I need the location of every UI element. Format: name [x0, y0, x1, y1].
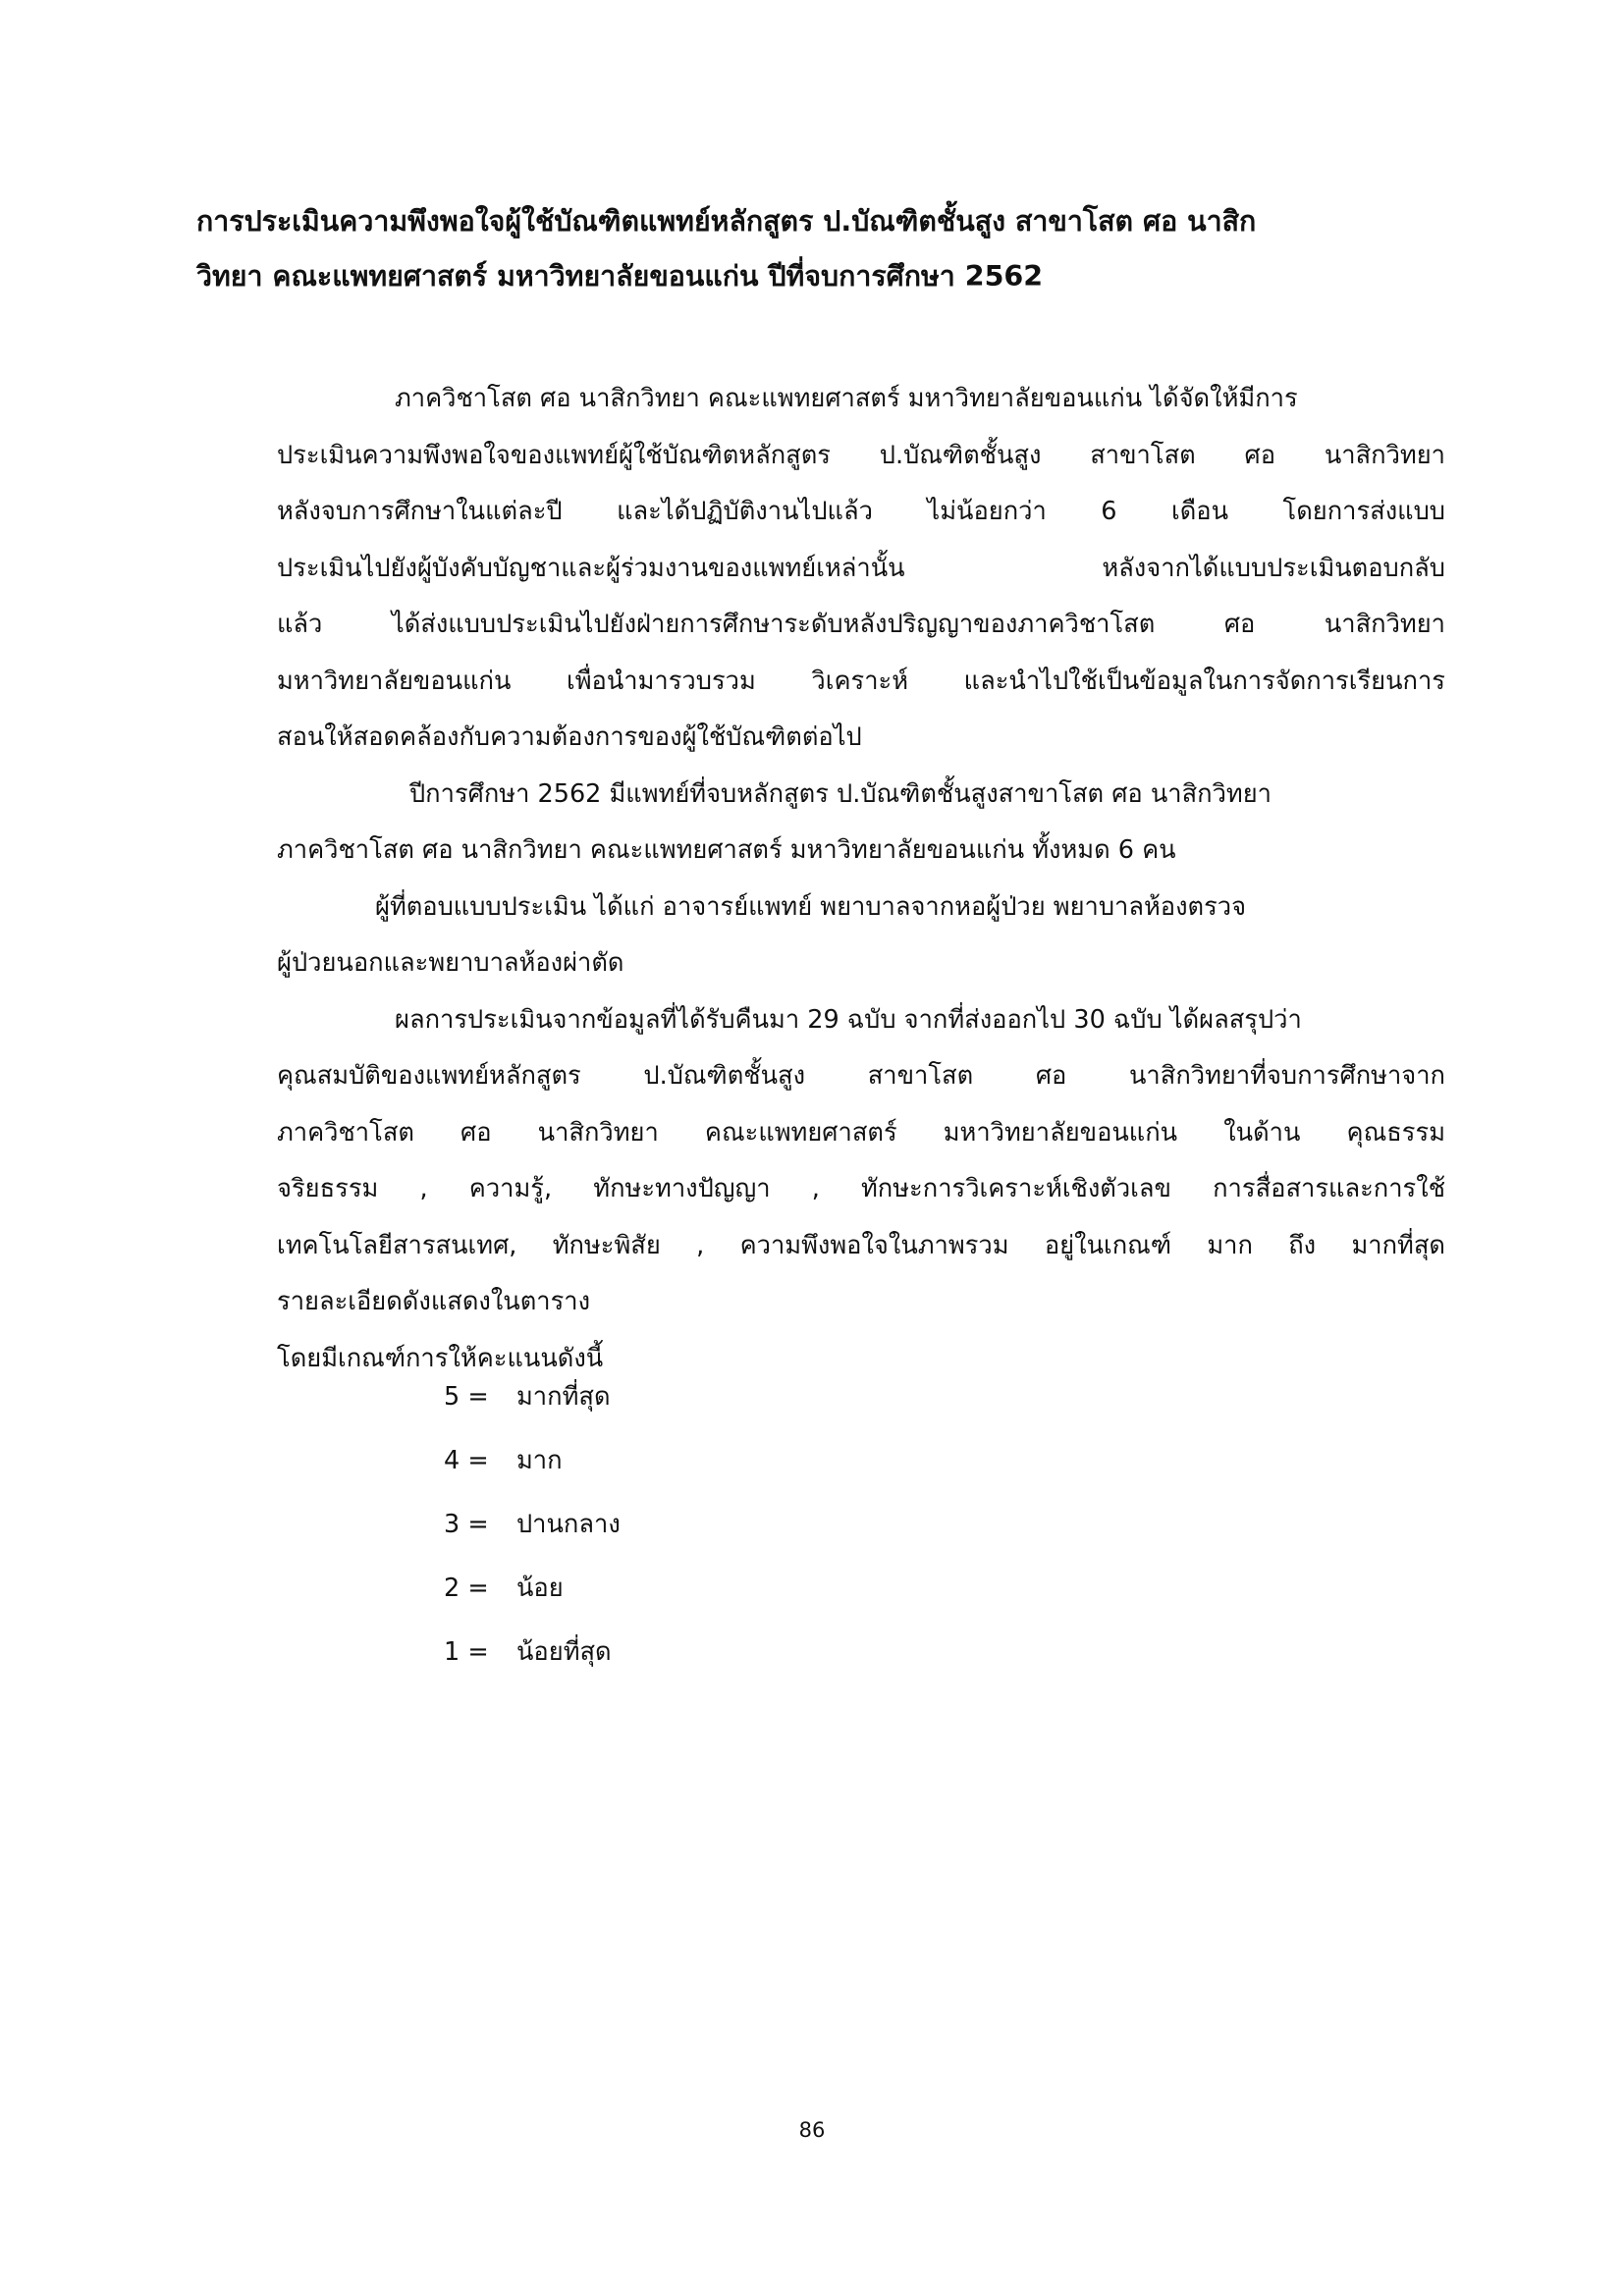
- criteria-label: น้อยที่สุด: [516, 1636, 612, 1667]
- p1-line-7: สอนให้สอดคล้องกับความต้องการของผู้ใช้บัณฑิตต่อไป: [277, 722, 862, 752]
- criteria-score: 4 =: [444, 1445, 489, 1475]
- criteria-item: [444, 1492, 621, 1556]
- p4-line-5: เทคโนโลยีสารสนเทศ, ทักษะพิสัย , ความพึงพอใจในภาพรวม อยู่ในเกณฑ์ มาก ถึง มากที่สุด: [277, 1230, 1445, 1260]
- p2-line-1: ปีการศึกษา 2562 มีแพทย์ที่จบหลักสูตร ป.บัณฑิตชั้นสูงสาขาโสต ศอ นาสิกวิทยา: [409, 778, 1272, 809]
- p1-line-2: ประเมินความพึงพอใจของแพทย์ผู้ใช้บัณฑิตหลักสูตร ป.บัณฑิตชั้นสูง สาขาโสต ศอ นาสิกวิทยา: [277, 440, 1445, 470]
- criteria-score: 1 =: [444, 1636, 489, 1667]
- p1-line-6: มหาวิทยาลัยขอนแก่น เพื่อนำมารวบรวม วิเคราะห์ และนำไปใช้เป็นข้อมูลในการจัดการเรียนการ: [277, 666, 1445, 696]
- p3-line-2: ผู้ป่วยนอกและพยาบาลห้องผ่าตัด: [277, 948, 624, 978]
- p1-line-4: ประเมินไปยังผู้บังคับบัญชาและผู้ร่วมงานของแพทย์เหล่านั้น หลังจากได้แบบประเมินตอบกลับ: [277, 553, 1445, 583]
- criteria-score: 5 =: [444, 1381, 489, 1412]
- p2-line-2: ภาควิชาโสต ศอ นาสิกวิทยา คณะแพทยศาสตร์ มหาวิทยาลัยขอนแก่น ทั้งหมด 6 คน: [277, 835, 1176, 865]
- p1-line-5: แล้ว ได้ส่งแบบประเมินไปยังฝ่ายการศึกษาระดับหลังปริญญาของภาควิชาโสต ศอ นาสิกวิทยา: [277, 610, 1445, 639]
- title-line-1: การประเมินความพึงพอใจผู้ใช้บัณฑิตแพทย์หลักสูตร ป.บัณฑิตชั้นสูง สาขาโสต ศอ นาสิก: [196, 205, 1257, 238]
- body-text: [277, 371, 1445, 1387]
- criteria-label: มากที่สุด: [516, 1381, 611, 1412]
- criteria-score: 3 =: [444, 1509, 489, 1539]
- criteria-item: [444, 1620, 621, 1683]
- scoring-criteria-list: [444, 1364, 621, 1683]
- p4-line-1: ผลการประเมินจากข้อมูลที่ได้รับคืนมา 29 ฉบับ จากที่ส่งออกไป 30 ฉบับ ได้ผลสรุปว่า: [395, 1004, 1302, 1035]
- p1-line-1: ภาควิชาโสต ศอ นาสิกวิทยา คณะแพทยศาสตร์ มหาวิทยาลัยขอนแก่น ได้จัดให้มีการ: [395, 384, 1298, 413]
- criteria-intro: โดยมีเกณฑ์การให้คะแนนดังนี้: [277, 1343, 604, 1373]
- p3-line-1: ผู้ที่ตอบแบบประเมิน ได้แก่ อาจารย์แพทย์ พยาบาลจากหอผู้ป่วย พยาบาลห้องตรวจ: [375, 891, 1247, 922]
- title-line-2: วิทยา คณะแพทยศาสตร์ มหาวิทยาลัยขอนแก่น ปีที่จบการศึกษา 2562: [196, 260, 1044, 293]
- criteria-label: มาก: [516, 1445, 563, 1475]
- criteria-score: 2 =: [444, 1573, 489, 1603]
- criteria-item: [444, 1428, 621, 1492]
- criteria-label: น้อย: [516, 1573, 564, 1603]
- document-title: [196, 194, 1434, 304]
- page-number: 86: [798, 2118, 826, 2142]
- p1-line-3: หลังจบการศึกษาในแต่ละปี และได้ปฏิบัติงานไปแล้ว ไม่น้อยกว่า 6 เดือน โดยการส่งแบบ: [277, 497, 1445, 526]
- criteria-item: [444, 1364, 621, 1428]
- p4-line-4: จริยธรรม , ความรู้, ทักษะทางปัญญา , ทักษะการวิเคราะห์เชิงตัวเลข การสื่อสารและการใช้: [277, 1174, 1445, 1203]
- p4-line-3: ภาควิชาโสต ศอ นาสิกวิทยา คณะแพทยศาสตร์ มหาวิทยาลัยขอนแก่น ในด้าน คุณธรรม: [277, 1117, 1445, 1148]
- p4-line-6: รายละเอียดดังแสดงในตาราง: [277, 1287, 591, 1316]
- criteria-item: [444, 1556, 621, 1620]
- criteria-label: ปานกลาง: [516, 1509, 621, 1539]
- p4-line-2: คุณสมบัติของแพทย์หลักสูตร ป.บัณฑิตชั้นสูง สาขาโสต ศอ นาสิกวิทยาที่จบการศึกษาจาก: [277, 1061, 1445, 1091]
